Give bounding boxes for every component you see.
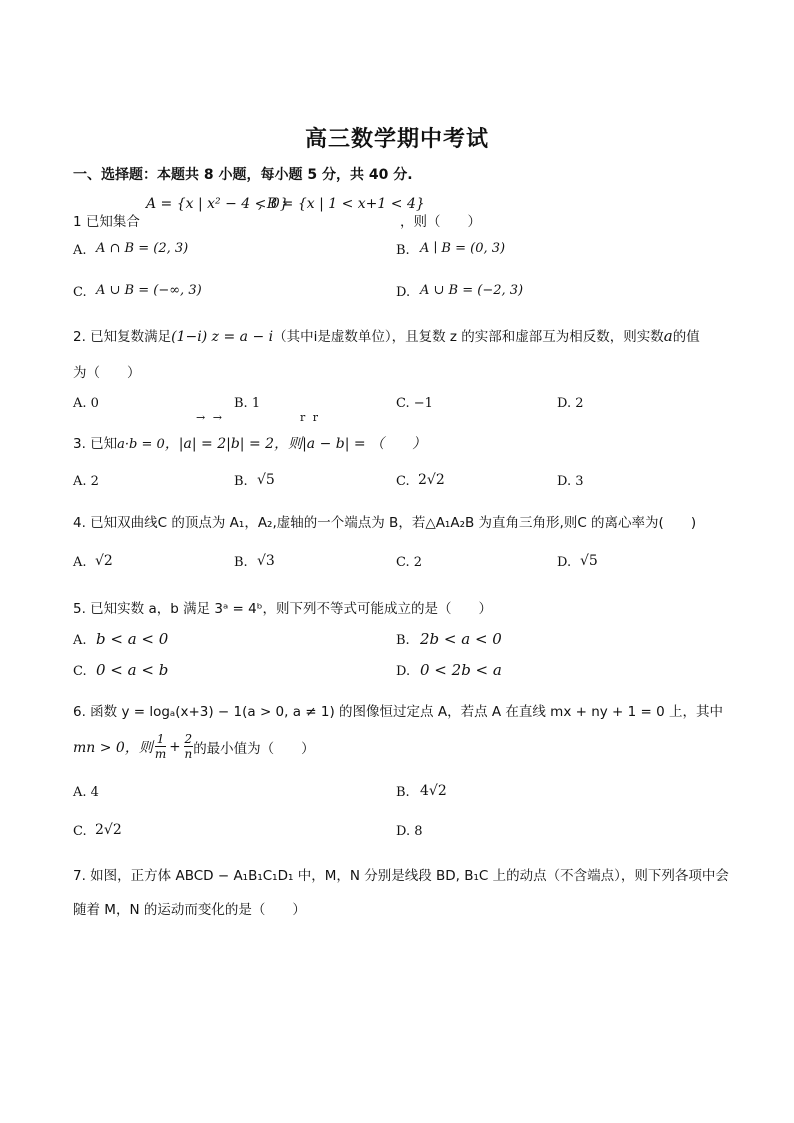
q5-option-c-label: C. — [73, 664, 87, 679]
q4-option-b-label: B. — [234, 555, 248, 570]
q1-set-a: A = {x | x² − 4 < 0} — [146, 196, 289, 212]
q6-line2 — [73, 732, 315, 761]
q1-option-a: A ∩ B = (2, 3) — [96, 241, 189, 256]
q1-option-a-label: A. — [73, 243, 87, 258]
q2-option-b: B. 1 — [234, 396, 261, 411]
q6-option-c-label: C. — [73, 824, 87, 839]
q6-fraction-2 — [184, 732, 194, 761]
q4-option-b: √3 — [257, 553, 275, 569]
q4-option-d-label: D. — [557, 555, 572, 570]
q6-option-a: A. 4 — [73, 785, 99, 800]
q3-option-b: √5 — [257, 472, 275, 488]
q2-tail: 的值 — [672, 329, 700, 345]
q1-option-b-label: B. — [396, 243, 410, 258]
q1-set-b: , B = {x | 1 < x+1 < 4} — [258, 196, 425, 212]
q5-option-c: 0 < a < b — [96, 661, 169, 679]
q3-magnitudes: ，|a| = 2|b| = 2，则 — [164, 436, 303, 452]
q1-suffix: ，则（ ） — [400, 214, 481, 230]
q4-option-a: √2 — [95, 553, 113, 569]
q2-line1 — [73, 325, 700, 345]
q4-option-c: C. 2 — [396, 555, 423, 570]
q4-text: 4. 已知双曲线C 的顶点为 A₁，A₂,虚轴的一个端点为 B，若△A₁A₂B 为直角三角形,则C 的离心率为( ) — [73, 515, 697, 531]
q6-option-c: 2√2 — [95, 822, 122, 838]
q2-var: a — [663, 327, 673, 345]
q2-option-c: C. −1 — [396, 396, 433, 411]
q4-option-a-label: A. — [73, 555, 87, 570]
q5-option-d-label: D. — [396, 664, 411, 679]
q5-option-a-label: A. — [73, 633, 87, 648]
q4-option-d: √5 — [580, 553, 598, 569]
q2-equation: (1−i) z = a − i — [171, 329, 274, 345]
q6-fraction-1-denominator: m — [154, 747, 167, 761]
q1-prefix: 1 已知集合 — [73, 214, 140, 230]
q6-option-b: 4√2 — [420, 783, 447, 799]
q6-option-d: D. 8 — [396, 824, 423, 839]
q1-option-c: A ∪ B = (−∞, 3) — [96, 283, 202, 298]
section-heading: 一、选择题：本题共 8 小题，每小题 5 分，共 40 分. — [73, 167, 413, 183]
q5-option-b: 2b < a < 0 — [420, 630, 502, 648]
q3-vector-marks: r r — [300, 411, 321, 424]
q3-option-a: A. 2 — [73, 474, 99, 489]
q2-option-a: A. 0 — [73, 396, 99, 411]
q1-option-d-label: D. — [396, 285, 411, 300]
q3-vector-arrows: → → — [196, 411, 224, 424]
q2-line2: 为（ ） — [73, 365, 141, 381]
q5-option-a: b < a < 0 — [96, 630, 169, 648]
q3-option-c: 2√2 — [418, 472, 445, 488]
q6-plus: + — [169, 738, 181, 755]
q6-tail: 的最小值为（ ） — [193, 740, 315, 757]
q6-line1: 6. 函数 y = logₐ(x+3) − 1(a > 0, a ≠ 1) 的图像恒过定点 A，若点 A 在直线 mx + ny + 1 = 0 上，其中 — [73, 704, 724, 720]
q5-option-b-label: B. — [396, 633, 410, 648]
q6-fraction-1-numerator: 1 — [156, 732, 165, 746]
q2-option-d: D. 2 — [557, 396, 584, 411]
q5-option-d: 0 < 2b < a — [420, 661, 502, 679]
q1-option-c-label: C. — [73, 285, 87, 300]
q3-line — [73, 432, 426, 453]
q3-prefix: 3. 已知 — [73, 436, 118, 452]
q6-fraction-2-numerator: 2 — [184, 732, 193, 746]
q2-condition: （其中i是虚数单位），且复数 z 的实部和虚部互为相反数，则实数 — [273, 329, 664, 345]
q1-option-b: A ∣ B = (0, 3) — [420, 241, 506, 256]
q1-option-d: A ∪ B = (−2, 3) — [420, 283, 524, 298]
q6-fraction-1 — [155, 732, 166, 761]
q6-condition: mn > 0，则 — [73, 739, 153, 756]
page-title: 高三数学期中考试 — [304, 127, 489, 152]
q3-option-b-label: B. — [234, 474, 248, 489]
q7-line2: 随着 M，N 的运动而变化的是（ ） — [73, 902, 306, 918]
q6-option-b-label: B. — [396, 785, 410, 800]
q5-text: 5. 已知实数 a，b 满足 3ᵃ = 4ᵇ，则下列不等式可能成立的是（ ） — [73, 601, 493, 617]
q7-line1: 7. 如图，正方体 ABCD − A₁B₁C₁D₁ 中，M，N 分别是线段 BD, B₁C 上的动点（不含端点），则下列各项中会 — [73, 868, 729, 884]
q3-target: |a − b| = （ ） — [302, 436, 427, 452]
q3-option-d: D. 3 — [557, 474, 584, 489]
q2-prefix: 2. 已知复数满足 — [73, 329, 172, 345]
q6-fraction-2-denominator: n — [184, 747, 193, 761]
q3-dot-product: a·b = 0 — [117, 437, 165, 452]
q3-option-c-label: C. — [396, 474, 410, 489]
